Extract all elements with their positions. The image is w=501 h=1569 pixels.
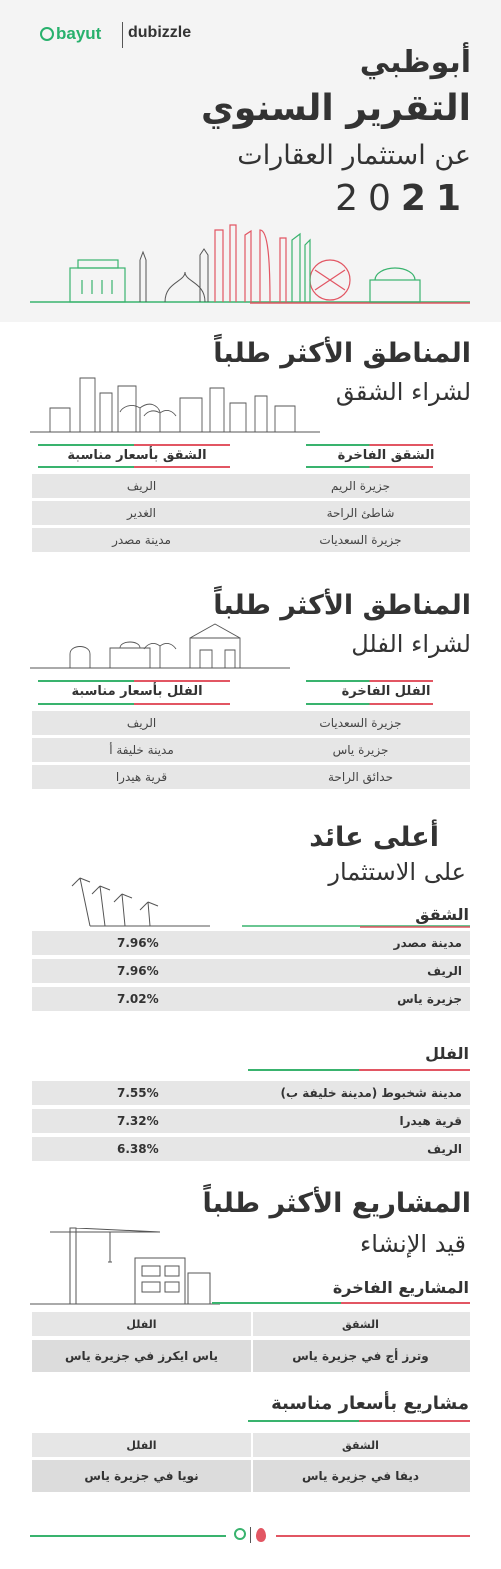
- roi-row: جزيرة ياس 7.02%: [32, 987, 470, 1011]
- header-underline: [38, 466, 230, 468]
- logo-divider: [122, 22, 123, 48]
- projects-luxury-table-header: الشقق الفلل: [32, 1312, 470, 1336]
- roi-villas-label: الفلل: [425, 1044, 469, 1063]
- header-underline: [38, 680, 230, 682]
- apartments-demand-subtitle: لشراء الشقق: [335, 378, 471, 406]
- header-underline: [306, 703, 433, 705]
- dubizzle-logo: dubizzle: [128, 24, 192, 41]
- header-underline: [38, 703, 230, 705]
- construction-illustration: [30, 1218, 220, 1306]
- projects-affordable-label: مشاريع بأسعار مناسبة: [271, 1393, 469, 1414]
- report-city: أبوظبي: [359, 45, 471, 80]
- villas-luxury-header: الفلل الفاخرة: [341, 684, 431, 699]
- villas-demand-title: المناطق الأكثر طلباً: [213, 590, 471, 621]
- section-divider: [212, 1302, 470, 1304]
- bayut-logo: [40, 24, 101, 44]
- dubizzle-footer-icon: [256, 1528, 266, 1542]
- apartments-demand-title: المناطق الأكثر طلباً: [213, 338, 471, 369]
- table-row: جزيرة الريم الريف: [32, 474, 470, 498]
- header-underline: [38, 444, 230, 446]
- projects-title: المشاريع الأكثر طلباً: [202, 1188, 471, 1219]
- roi-apartments-label: الشقق: [415, 905, 469, 924]
- roi-subtitle: على الاستثمار: [328, 858, 466, 886]
- table-row: وترز أج في جزيرة ياس ياس ايكرز في جزيرة ياس: [32, 1340, 470, 1372]
- table-row: جزيرة ياس مدينة خليفة أ: [32, 738, 470, 762]
- city-sketch-illustration: [30, 368, 320, 436]
- footer-line-green: [30, 1535, 226, 1537]
- roi-title: أعلى عائد: [309, 822, 439, 853]
- table-row: جزيرة السعديات الريف: [32, 711, 470, 735]
- skyline-illustration: [30, 220, 470, 310]
- bayut-wordmark: bayut: [56, 24, 102, 43]
- apartments-luxury-header: الشقق الفاخرة: [337, 448, 435, 463]
- roi-row: الريف 7.96%: [32, 959, 470, 983]
- bayut-pin-icon: [40, 27, 54, 41]
- roi-row: قرية هيدرا 7.32%: [32, 1109, 470, 1133]
- table-row: شاطئ الراحة الغدير: [32, 501, 470, 525]
- report-year: 2021: [335, 178, 471, 219]
- projects-luxury-label: المشاريع الفاخرة: [332, 1278, 469, 1297]
- header-underline: [306, 466, 433, 468]
- header-underline: [306, 680, 433, 682]
- villas-affordable-header: الفلل بأسعار مناسبة: [71, 684, 203, 699]
- report-title: التقرير السنوي: [200, 88, 471, 129]
- roi-row: مدينة شخبوط (مدينة خليفة ب) 7.55%: [32, 1081, 470, 1105]
- section-divider: [248, 1069, 470, 1071]
- report-header: [0, 0, 501, 322]
- growth-arrows-illustration: [30, 858, 470, 930]
- footer-logo-divider: [250, 1527, 251, 1543]
- table-row: جزيرة السعديات مدينة مصدر: [32, 528, 470, 552]
- table-row: ديفا في جزيرة ياس نويا في جزيرة ياس: [32, 1460, 470, 1492]
- roi-row: مدينة مصدر 7.96%: [32, 931, 470, 955]
- section-divider: [248, 1420, 470, 1422]
- roi-row: الريف 6.38%: [32, 1137, 470, 1161]
- projects-subtitle: قيد الإنشاء: [360, 1230, 466, 1258]
- apartments-affordable-header: الشقق بأسعار مناسبة: [67, 448, 207, 463]
- report-subtitle: عن استثمار العقارات: [237, 140, 471, 171]
- projects-affordable-table-header: الشقق الفلل: [32, 1433, 470, 1457]
- villas-demand-subtitle: لشراء الفلل: [351, 630, 471, 658]
- villa-sketch-illustration: [30, 618, 290, 673]
- table-row: حدائق الراحة قرية هيدرا: [32, 765, 470, 789]
- header-underline: [306, 444, 433, 446]
- footer-line-red: [276, 1535, 470, 1537]
- bayut-footer-icon: [234, 1528, 246, 1540]
